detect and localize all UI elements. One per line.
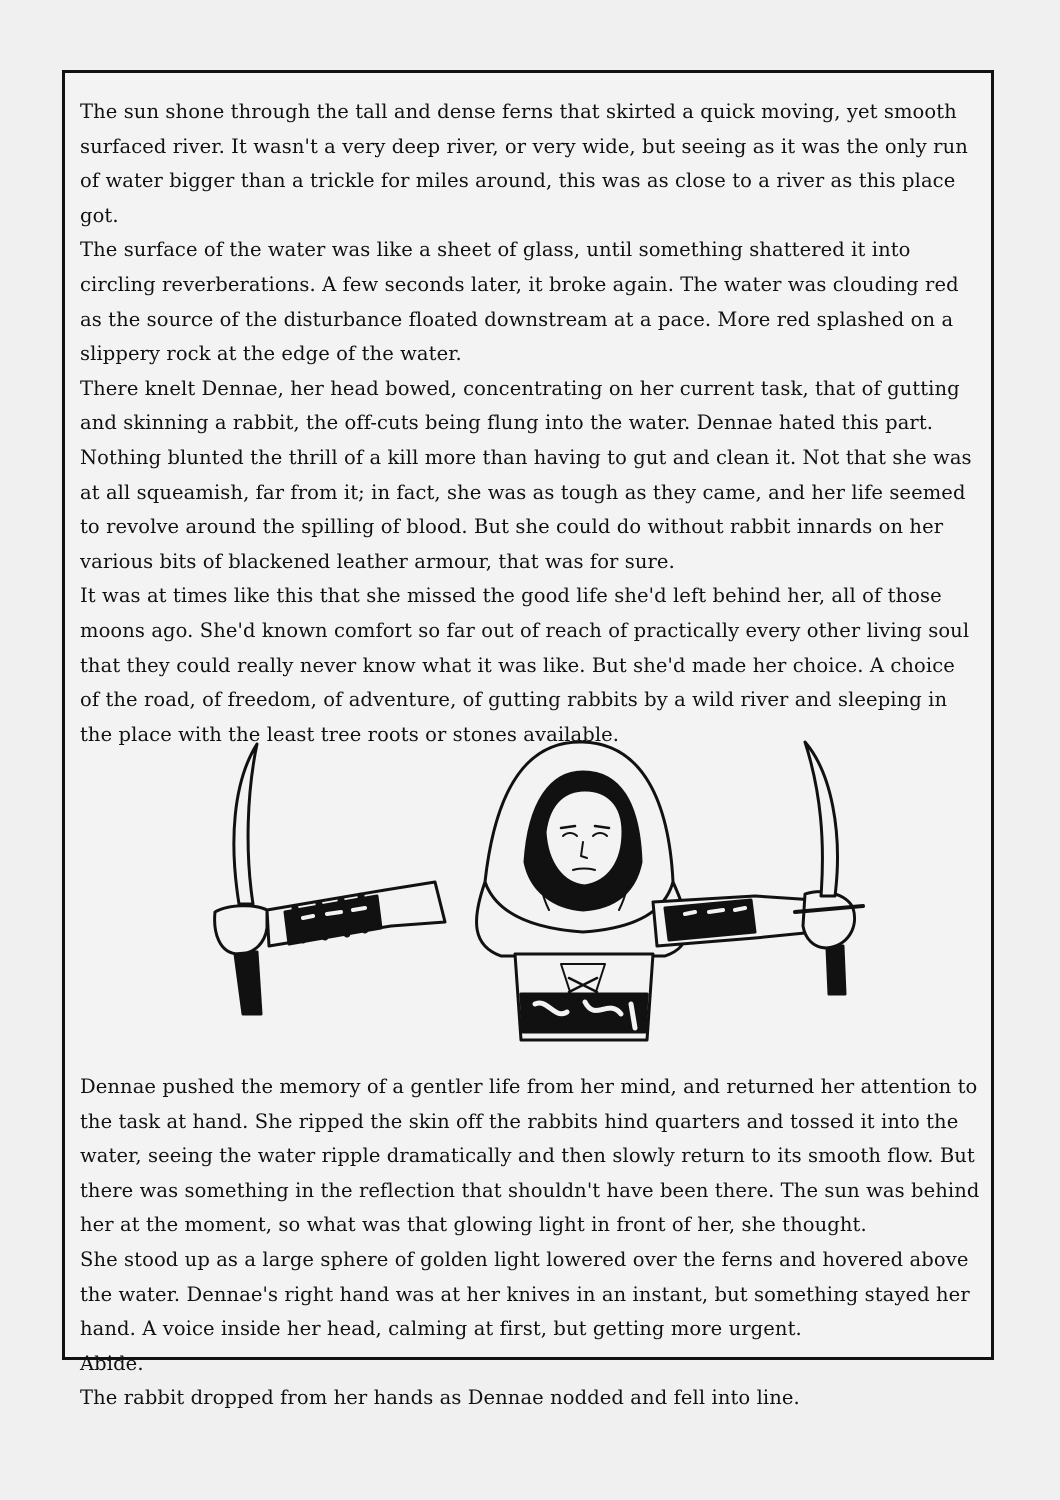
- left-hand: [215, 906, 267, 954]
- paragraph-6: She stood up as a large sphere of golden light lowered over the ferns and hovered above the water. Dennae's right hand was at her knives in an instant, but something stayed her hand. A voice inside her head, calming at first, but getting more urgent.: [80, 1247, 970, 1341]
- paragraph-5: Dennae pushed the memory of a gentler life from her mind, and returned her attention to the task at hand. She ripped the skin off the rabbits hind quarters and tossed it into the water, seeing the water ripple dramatically and then slowly return to its smooth flow. But there was something in the reflection that shouldn't have been there. The sun was behind her at the moment, so what was that glowing light in front of her, she thought.: [80, 1075, 980, 1237]
- paragraph-2: The surface of the water was like a sheet of glass, until something shattered it into circling reverberations. A few seconds later, it broke again. The water was clouding red as the source of the disturbance floated downstream at a pace. More red splashed on a slippery rock at the edge of the water.: [80, 238, 959, 366]
- right-hand: [803, 892, 855, 948]
- dennae-illustration: [195, 732, 875, 1054]
- right-knife-handle: [827, 946, 845, 994]
- paragraph-7: Abide.: [80, 1351, 144, 1375]
- paragraph-4: It was at times like this that she missed the good life she'd left behind her, all of those moons ago. She'd known comfort so far out of reach of practically every other living soul that they could really never know what it was like. But she'd made her choice. A choice of the road, of freedom, of adventure, of gutting rabbits by a wild river and sleeping in the place with the least tree roots or stones available.: [80, 584, 970, 746]
- left-knife-handle: [235, 952, 261, 1014]
- left-knife-blade: [234, 744, 257, 904]
- paragraph-1: The sun shone through the tall and dense ferns that skirted a quick moving, yet smooth surfaced river. It wasn't a very deep river, or very wide, but seeing as it was the only run of water bigger than a trickle for miles around, this was as close to a river as this place got.: [80, 100, 968, 227]
- paragraph-3: There knelt Dennae, her head bowed, concentrating on her current task, that of gutting and skinning a rabbit, the off-cuts being flung into the water. Dennae hated this part. Nothing blunted the thrill of a kill more than having to gut and clean it. Not that she was at all squeamish, far from it; in fact, she was as tough as they came, and her life seemed to revolve around the spilling of blood. But she could do without rabbit innards on her various bits of blackened leather armour, that was for sure.: [80, 376, 972, 573]
- story-text-top: [80, 95, 980, 752]
- face: [545, 790, 623, 886]
- right-knife-blade: [805, 742, 837, 896]
- story-text-bottom: [80, 1070, 980, 1416]
- paragraph-8: The rabbit dropped from her hands as Dennae nodded and fell into line.: [80, 1386, 800, 1410]
- belt: [521, 994, 647, 1032]
- right-bracer: [665, 900, 755, 940]
